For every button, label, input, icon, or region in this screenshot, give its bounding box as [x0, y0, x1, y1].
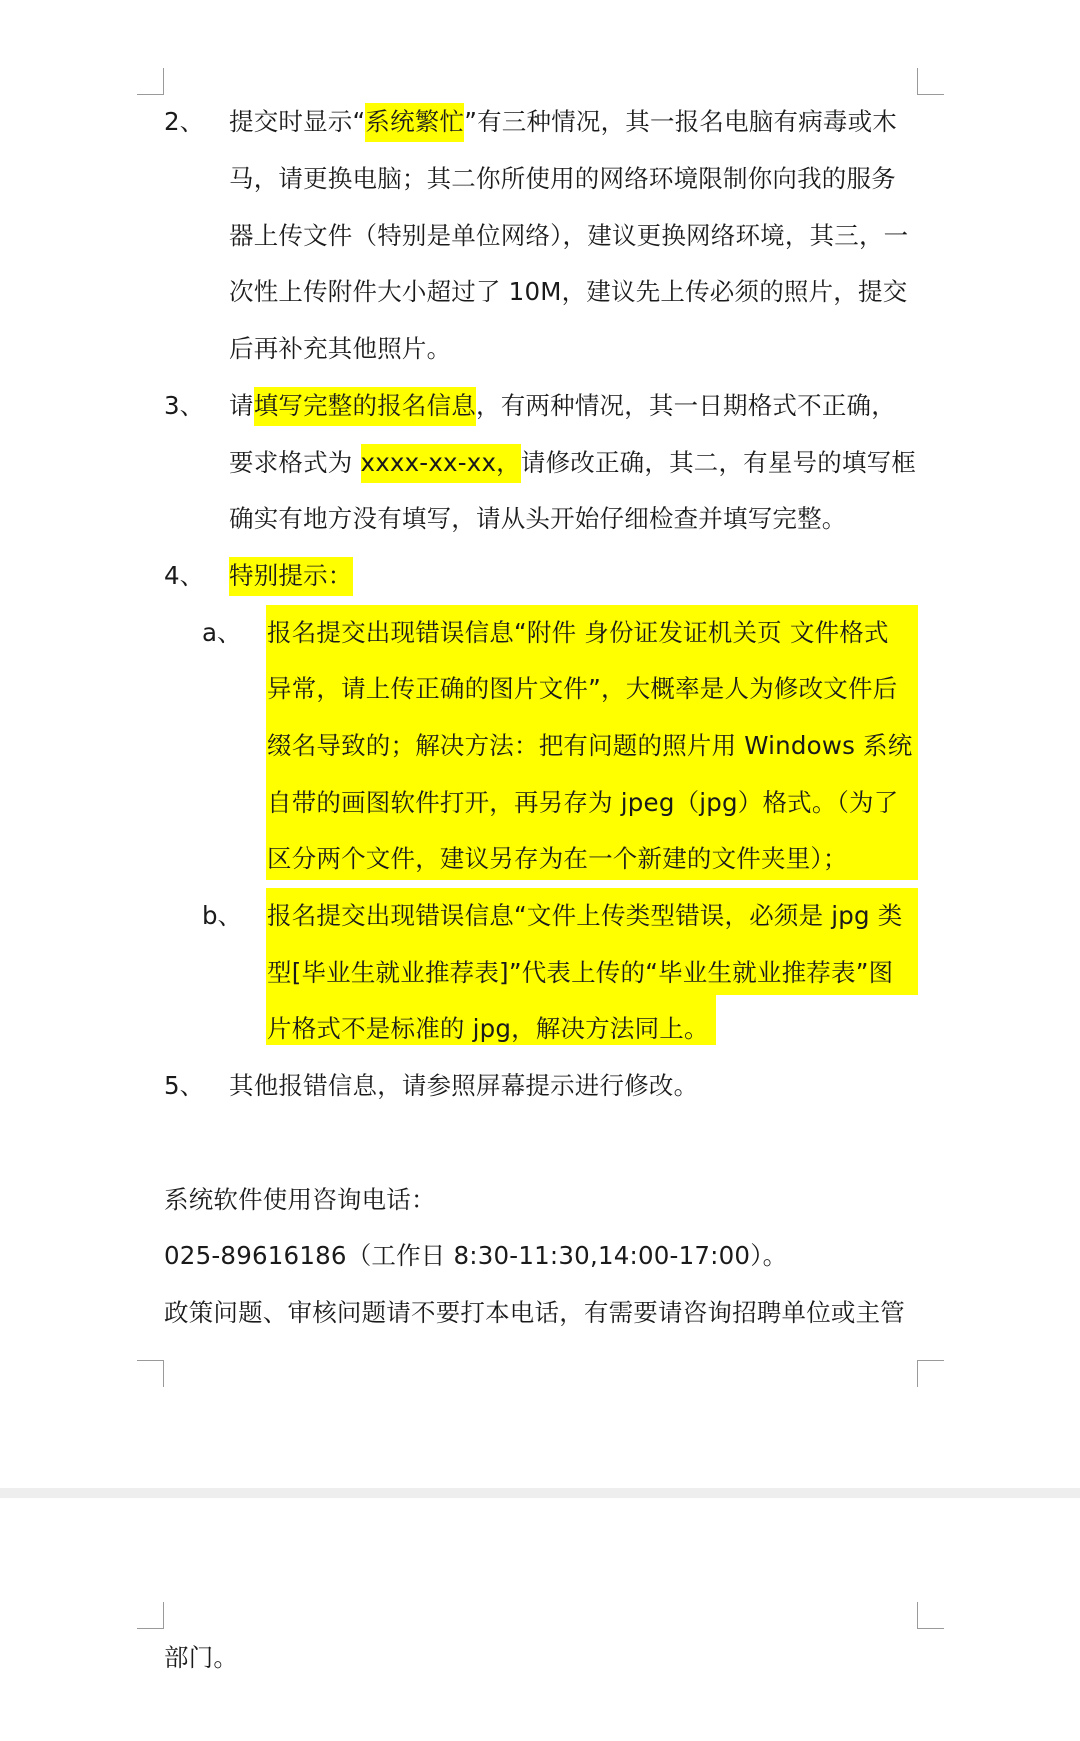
subitem-a-line-3: 缀名导致的；解决方法：把有问题的照片用 Windows 系统 [267, 731, 913, 760]
corner-mark-top-left [137, 68, 164, 95]
highlight-fill-complete-info: 填写完整的报名信息 [254, 387, 476, 426]
item-3-line-2-post: 请修改正确，其二，有星号的填写框 [520, 448, 917, 477]
item-3-line-1-post: ，有两种情况，其一日期格式不正确， [476, 391, 896, 420]
item-2-line-5: 后再补充其他照片。 [229, 334, 452, 363]
subitem-b-line-1: 报名提交出现错误信息“文件上传类型错误，必须是 jpg 类 [267, 901, 903, 930]
highlight-date-format: xxxx-xx-xx， [361, 444, 521, 483]
highlight-special-note: 特别提示： [229, 557, 353, 596]
document-page-2 [0, 1498, 1080, 1741]
list-number-5: 5、 [164, 1071, 205, 1100]
list-number-2: 2、 [164, 107, 205, 136]
item-2-line-1-post: ”有三种情况，其一报名电脑有病毒或木 [464, 107, 898, 136]
highlight-system-busy: 系统繁忙 [365, 103, 464, 142]
subitem-b-line-2: 型[毕业生就业推荐表]”代表上传的“毕业生就业推荐表”图 [267, 958, 894, 987]
corner-mark-top-left-page-2 [137, 1602, 164, 1629]
contact-note: 政策问题、审核问题请不要打本电话，有需要请咨询招聘单位或主管 [164, 1298, 905, 1327]
corner-mark-top-right [917, 68, 944, 95]
item-4-line-1 [229, 558, 353, 598]
contact-title: 系统软件使用咨询电话： [164, 1185, 436, 1214]
subitem-a-line-2: 异常，请上传正确的图片文件”，大概率是人为修改文件后 [267, 674, 898, 703]
subitem-a-line-4: 自带的画图软件打开，再另存为 jpeg（jpg）格式。（为了 [267, 788, 899, 817]
page-2-continuation: 部门。 [164, 1643, 239, 1672]
corner-mark-bottom-right [917, 1360, 944, 1387]
sublist-letter-a: a、 [202, 618, 242, 647]
contact-phone: 025-89616186（工作日 8:30-11:30,14:00-17:00）。 [164, 1241, 788, 1270]
item-3-line-1-pre: 请 [229, 391, 254, 420]
subitem-b-line-3: 片格式不是标准的 jpg，解决方法同上。 [267, 1014, 709, 1043]
item-5-text: 其他报错信息，请参照屏幕提示进行修改。 [229, 1071, 699, 1100]
subitem-a-line-1: 报名提交出现错误信息“附件 身份证发证机关页 文件格式 [267, 618, 889, 647]
item-2-line-2: 马，请更换电脑；其二你所使用的网络环境限制你向我的服务 [229, 164, 896, 193]
item-2-line-4: 次性上传附件大小超过了 10M，建议先上传必须的照片，提交 [229, 277, 908, 306]
item-2-line-1-pre: 提交时显示“ [229, 107, 366, 136]
page-separator [0, 1488, 1080, 1498]
item-3-line-1 [229, 388, 896, 428]
sublist-letter-b: b、 [202, 901, 243, 930]
list-number-3: 3、 [164, 391, 205, 420]
item-2-line-3: 器上传文件（特别是单位网络），建议更换网络环境，其三，一 [229, 221, 909, 250]
subitem-a-line-5: 区分两个文件，建议另存为在一个新建的文件夹里）； [267, 844, 848, 873]
item-3-line-3: 确实有地方没有填写，请从头开始仔细检查并填写完整。 [229, 504, 847, 533]
list-number-4: 4、 [164, 561, 205, 590]
item-2-line-1 [229, 104, 897, 144]
item-3-line-2-pre: 要求格式为 [229, 448, 361, 477]
corner-mark-top-right-page-2 [917, 1602, 944, 1629]
corner-mark-bottom-left [137, 1360, 164, 1387]
item-3-line-2 [229, 445, 916, 485]
